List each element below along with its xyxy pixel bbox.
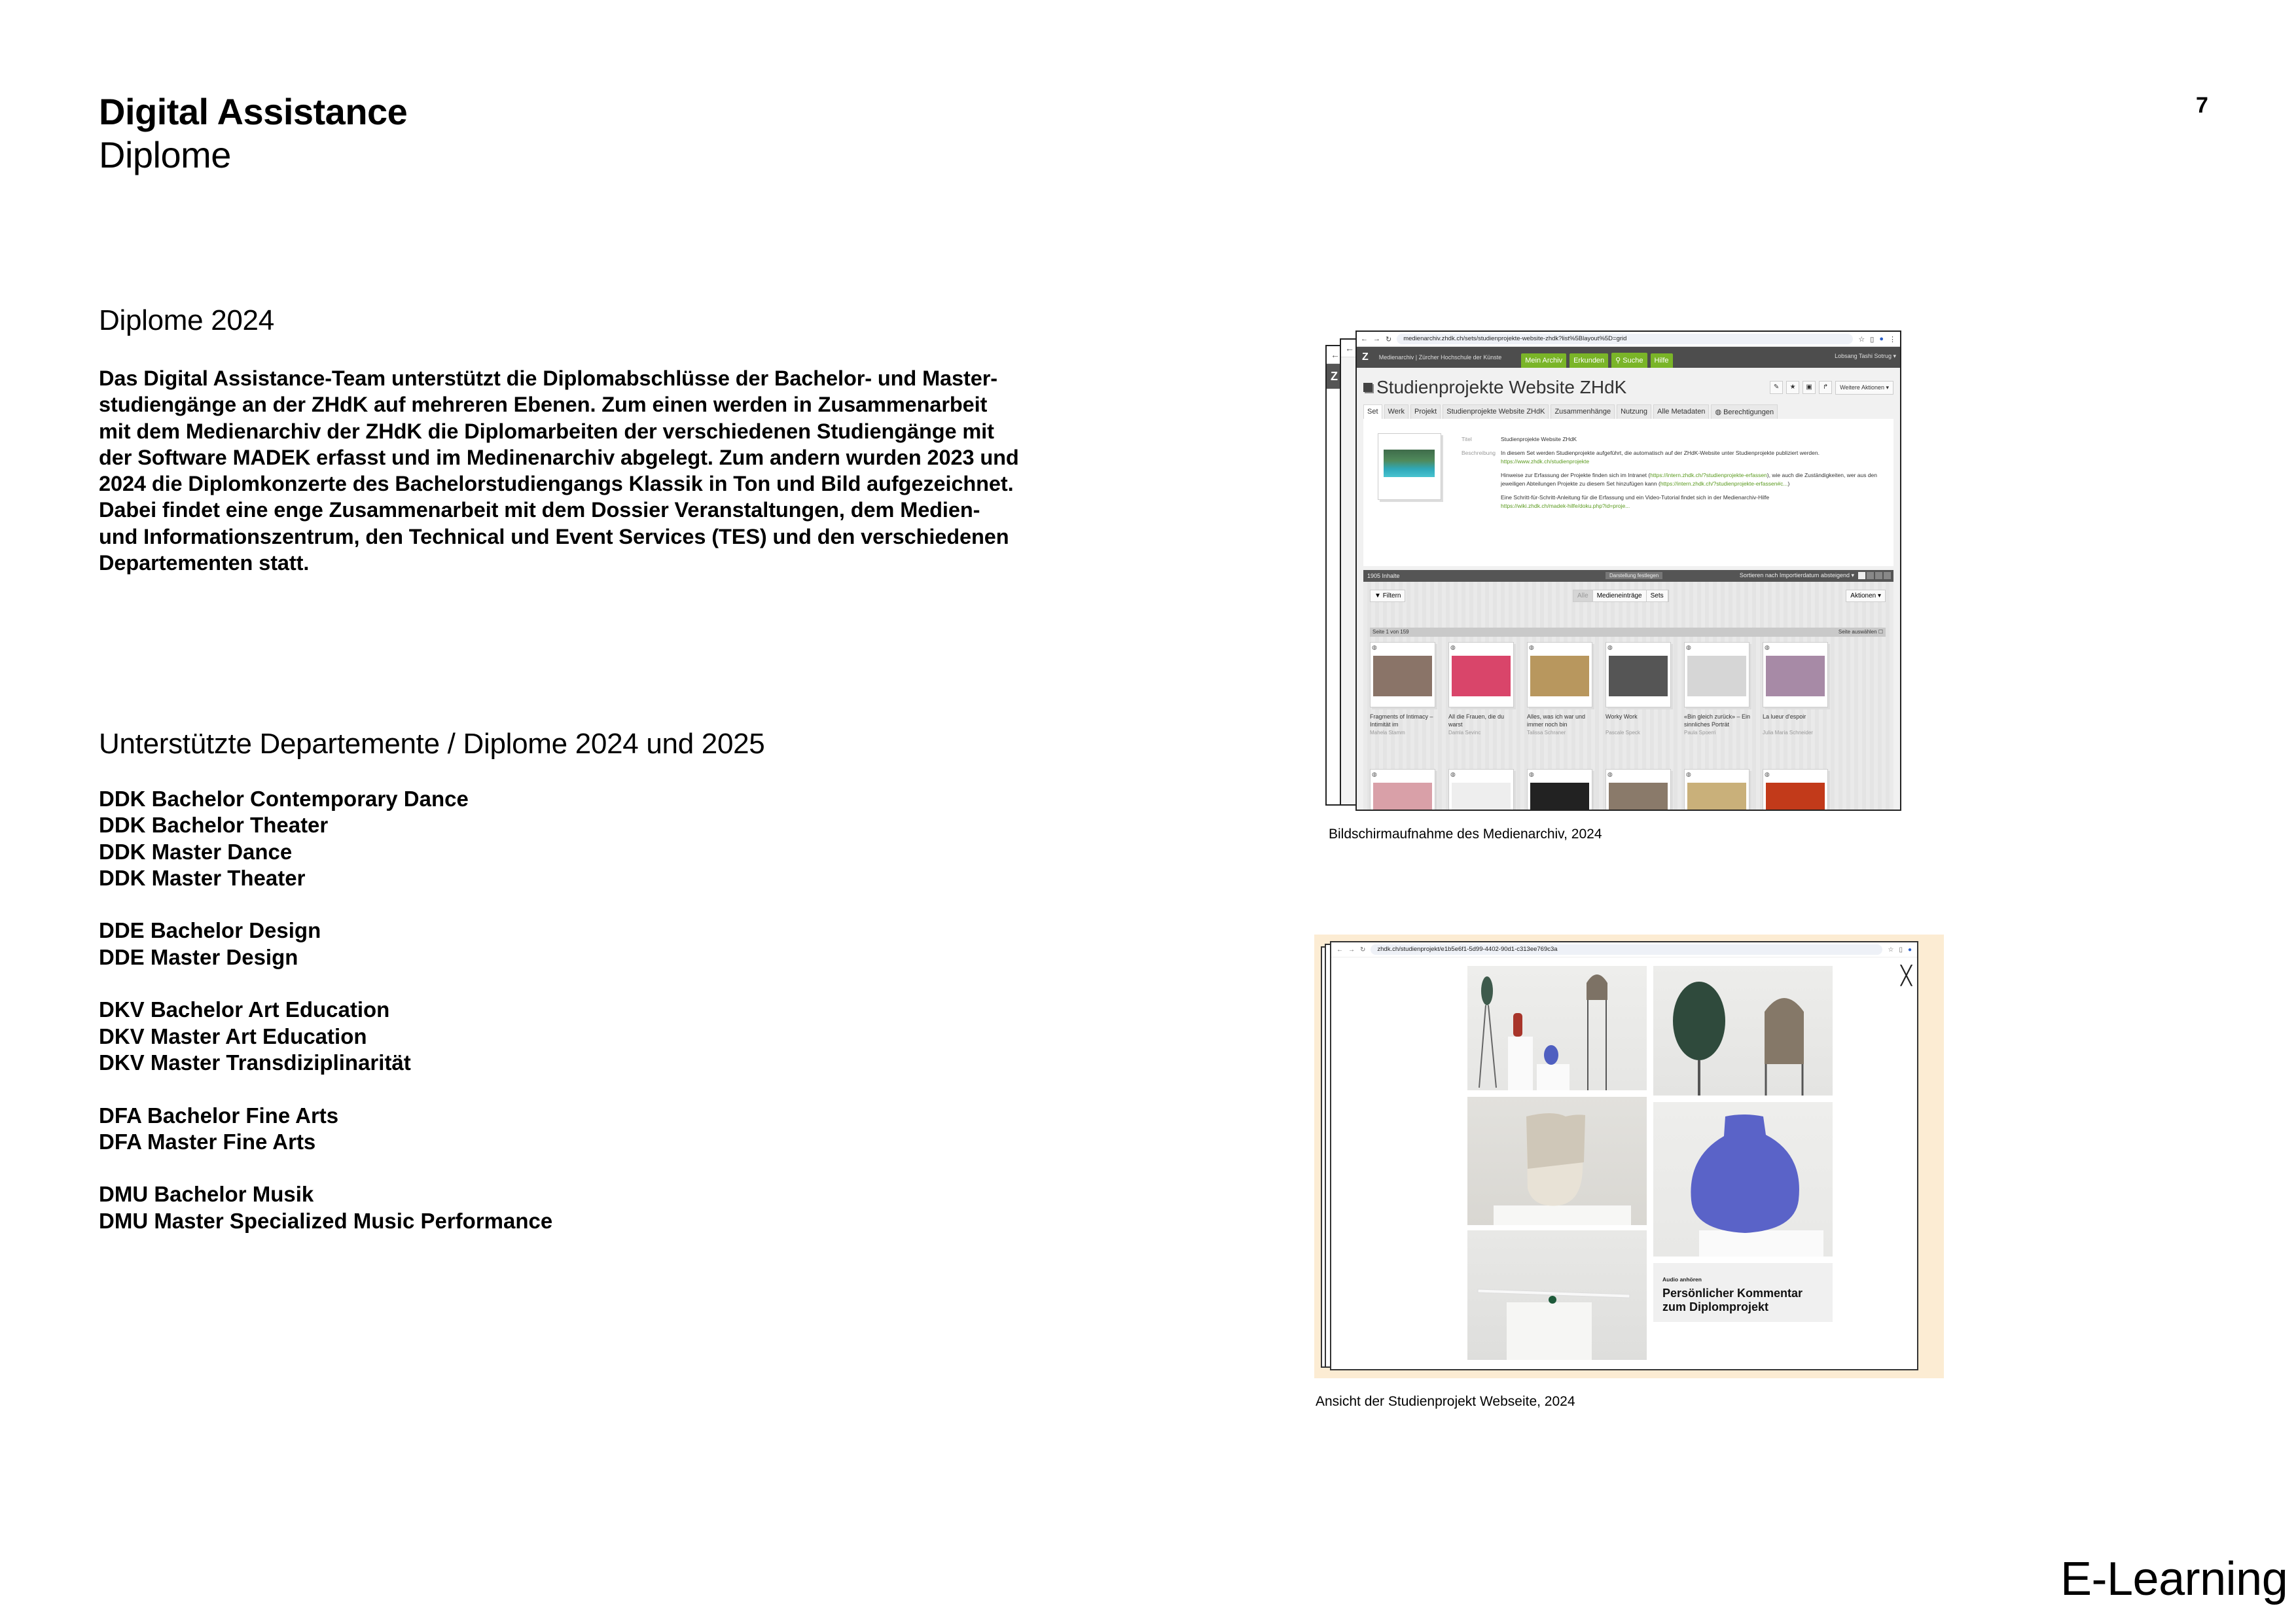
globe-icon: ◍ (1686, 644, 1691, 651)
tab-berechtigungen-label: Berechtigungen (1723, 408, 1774, 416)
back-arrow-icon: ← (1336, 946, 1343, 954)
filter-icon: ▼ (1374, 592, 1383, 599)
media-card (1527, 769, 1594, 811)
view-list-icon (1875, 572, 1882, 579)
footer-label: E-Learning (2060, 1553, 2288, 1605)
media-card-title: All die Frauen, die du warst (1448, 713, 1505, 728)
globe-icon: ◍ (1450, 771, 1456, 777)
media-card-thumb (1684, 769, 1749, 811)
paragraph-line: Departementen statt. (99, 551, 310, 575)
media-card-image (1687, 783, 1746, 811)
media-card (1370, 642, 1437, 736)
description-text: Eine Schritt-für-Schritt-Anleitung für die Erfassung und ein Video-Tutorial findet sich in der Medienarchiv-Hilfe (1501, 494, 1770, 501)
gallery-image-balance (1467, 1230, 1647, 1360)
meta-label: Titel (1462, 436, 1472, 442)
page-subtitle: Diplome (99, 134, 231, 175)
media-card-author: Pascale Speck (1605, 730, 1640, 736)
globe-icon: ◍ (1686, 771, 1691, 777)
back-arrow-icon: ← (1341, 340, 1380, 357)
media-card-thumb (1448, 642, 1514, 707)
view-tiles-icon (1858, 572, 1865, 579)
media-card-thumb (1605, 769, 1671, 811)
list-item: DFA Master Fine Arts (99, 1129, 316, 1154)
department-group-ddk (99, 786, 552, 891)
description-link: https://intern.zhdk.ch/?studienprojekte-erfassen (1650, 472, 1767, 478)
media-card-title: Alles, was ich war und immer noch bin (1527, 713, 1586, 728)
filter-button (1370, 590, 1405, 602)
audio-title-line: zum Diplomprojekt (1662, 1300, 1769, 1313)
media-card-author: Julia Maria Schneider (1763, 730, 1813, 736)
globe-icon: ◍ (1529, 771, 1534, 777)
site-name: Medienarchiv | Zürcher Hochschule der Künste (1378, 354, 1502, 361)
segment-alle: Alle (1573, 590, 1593, 601)
view-miniature-icon (1884, 572, 1891, 579)
description-text: Hinweise zur Erfassung der Projekte finden sich im Intranet ( (1501, 472, 1651, 478)
paragraph-line: Das Digital Assistance-Team unterstützt die Diplomabschlüsse der Bachelor- und Master- (99, 366, 997, 390)
set-tabs (1357, 404, 1900, 419)
list-item: DKV Bachelor Art Education (99, 997, 390, 1022)
search-icon: ⚲ (1615, 357, 1623, 365)
media-card-title: Fragments of Intimacy – Intimität im (1370, 713, 1433, 728)
globe-icon: ◍ (1715, 408, 1724, 416)
globe-icon: ◍ (1372, 771, 1377, 777)
list-item: DFA Bachelor Fine Arts (99, 1103, 339, 1128)
view-switcher (1858, 572, 1891, 579)
paragraph-line: mit dem Medienarchiv der ZHdK die Diplomarbeiten der verschiedenen Studiengänge mit (99, 419, 994, 443)
list-item: DDK Master Theater (99, 865, 306, 890)
paragraph-line: Dabei findet eine enge Zusammenarbeit mit dem Dossier Veranstaltungen, dem Medien- (99, 498, 980, 522)
set-thumbnail (1378, 433, 1441, 500)
tab-set: Set (1363, 404, 1382, 419)
studienprojekt-screenshot (1314, 935, 1944, 1378)
media-card-thumb (1605, 642, 1671, 707)
media-card (1448, 769, 1515, 811)
paragraph-line: 2024 die Diplomkonzerte des Bachelorstudiengangs Klassik in Ton und Bild aufgezeichnet. (99, 472, 1014, 496)
set-title: Studienprojekte Website ZHdK (1376, 377, 1627, 397)
media-card-image (1609, 656, 1668, 696)
share-icon: ↱ (1819, 381, 1832, 394)
zhdk-logo: Z (1362, 351, 1369, 363)
section-heading-departemente: Unterstützte Departemente / Diplome 2024 und 2025 (99, 728, 765, 760)
nav-hilfe: Hilfe (1651, 353, 1673, 368)
media-card-thumb (1370, 769, 1435, 811)
more-actions-button: Weitere Aktionen ▾ (1835, 381, 1893, 395)
sidebar-icon: ▯ (1899, 946, 1903, 954)
description-text: In diesem Set werden Studienprojekte aufgeführt, die automatisch auf der ZHdK-Website unter Studienprojekte publiziert werden. (1501, 450, 1820, 456)
meta-description (1501, 449, 1887, 516)
page-number: 7 (2196, 93, 2208, 118)
description-paragraph (1501, 449, 1887, 466)
globe-icon: ◍ (1607, 644, 1613, 651)
list-item: DMU Master Specialized Music Performance (99, 1208, 553, 1233)
media-cards-row-2 (1370, 769, 1829, 811)
list-item: DKV Master Transdiziplinarität (99, 1050, 411, 1075)
url-bar: zhdk.ch/studienprojekt/e1b5e6f1-5d99-4402-90d1-c313ee769c3a (1371, 944, 1882, 955)
back-arrow-icon: ← (1327, 346, 1366, 364)
media-card-thumb (1527, 769, 1592, 811)
media-card-title: «Bin gleich zurück» – Ein sinnliches Porträt (1684, 713, 1751, 728)
edit-icon: ✎ (1770, 381, 1783, 394)
media-card-author: Paula Spoerri (1684, 730, 1716, 736)
url-bar: medienarchiv.zhdk.ch/sets/studienprojekte-website-zhdk?list%5Blayout%5D=grid (1397, 334, 1853, 344)
caption-medienarchiv: Bildschirmaufnahme des Medienarchiv, 2024 (1329, 827, 1602, 842)
audio-label: Audio anhören (1662, 1276, 1702, 1283)
media-card-title: Worky Work (1605, 713, 1638, 720)
pagination-bar (1370, 628, 1886, 637)
department-group-dmu (99, 1181, 552, 1234)
segment-sets: Sets (1647, 590, 1668, 601)
page-title: Digital Assistance (99, 91, 408, 132)
set-icon (1363, 383, 1372, 392)
description-text: ), wie auch die Zuständigkeiten, wer aus den jeweiligen Abteilungen Projekte zu diesem Set hinzufügen kann ( (1501, 472, 1878, 487)
medienarchiv-screenshot (1325, 330, 1901, 812)
view-grid-icon (1867, 572, 1874, 579)
meta-row-title (1462, 435, 1887, 444)
browser-toolbar (1357, 332, 1900, 347)
sort-dropdown: Sortieren nach Importierdatum absteigend ▾ (1739, 572, 1854, 579)
globe-icon: ◍ (1765, 771, 1770, 777)
balance-illustration (1467, 1230, 1647, 1360)
media-card-thumb (1370, 642, 1435, 707)
tab-studienprojekte: Studienprojekte Website ZHdK (1443, 404, 1549, 419)
sidebar-icon: ▯ (1870, 335, 1874, 344)
media-card-image (1452, 783, 1511, 811)
paragraph-line: der Software MADEK erfasst und im Medinenarchiv abgelegt. Zum andern wurden 2023 und (99, 445, 1019, 469)
gallery-image-paper-vessel (1467, 1097, 1647, 1225)
media-card-image (1687, 656, 1746, 696)
media-card (1763, 642, 1829, 736)
department-list (99, 786, 552, 1260)
thumbnail-image (1384, 450, 1435, 477)
back-arrow-icon: ← (1361, 335, 1368, 343)
media-card (1527, 642, 1594, 736)
logo: Z (1327, 364, 1366, 389)
media-card-thumb (1527, 642, 1592, 707)
media-card (1763, 769, 1829, 811)
display-settings-button: Darstellung festlegen (1605, 572, 1662, 579)
segment-medieneintraege: Medieneinträge (1593, 590, 1647, 601)
list-item: DDK Bachelor Contemporary Dance (99, 787, 469, 811)
list-item: DDE Master Design (99, 944, 298, 969)
globe-icon: ◍ (1607, 771, 1613, 777)
gallery-image-sculptures (1467, 966, 1647, 1090)
reload-icon: ↻ (1386, 335, 1392, 344)
select-page-label: Seite auswählen (1838, 629, 1877, 635)
select-page-checkbox: Seite auswählen ☐ (1838, 629, 1883, 635)
sculptures-illustration (1467, 966, 1647, 1090)
star-icon: ★ (1786, 381, 1799, 394)
masks-illustration (1653, 966, 1833, 1096)
media-card-author: Talissa Schraner (1527, 730, 1566, 736)
media-card-thumb (1684, 642, 1749, 707)
department-group-dfa (99, 1103, 552, 1156)
star-icon: ☆ (1858, 335, 1865, 344)
media-card-author: Damla Sevinc (1448, 730, 1481, 736)
profile-icon: ● (1907, 946, 1912, 954)
media-card-thumb (1448, 769, 1514, 811)
description-paragraph (1501, 471, 1887, 488)
close-icon: ╳ (1901, 965, 1912, 986)
media-card-image (1452, 656, 1511, 696)
department-group-dde (99, 918, 552, 971)
media-card-author: Mahela Stamm (1370, 730, 1405, 736)
clipboard-icon: ▣ (1803, 381, 1816, 394)
user-menu: Lobsang Tashi Sotrug ▾ (1835, 353, 1896, 359)
type-segmented-control (1573, 590, 1669, 602)
list-item: DDK Bachelor Theater (99, 813, 329, 838)
browser-window (1355, 330, 1901, 811)
media-card-image (1766, 783, 1825, 811)
description-link: https://wiki.zhdk.ch/madek-hilfe/doku.php?id=proje... (1501, 503, 1630, 509)
description-text: ) (1787, 480, 1790, 487)
media-card (1370, 769, 1437, 811)
page-info: Seite 1 von 159 (1372, 629, 1409, 635)
media-card-image (1530, 656, 1589, 696)
gallery-image-blue-vase (1653, 1102, 1833, 1257)
app-header (1357, 347, 1900, 368)
nav-mein-archiv: Mein Archiv (1521, 353, 1566, 368)
nav-suche (1611, 353, 1647, 368)
nav-suche-label: Suche (1623, 357, 1643, 365)
media-card (1684, 642, 1751, 736)
intro-paragraph (99, 365, 1067, 576)
star-icon: ☆ (1888, 946, 1894, 954)
vessel-illustration (1467, 1097, 1647, 1225)
tab-zusammenhaenge: Zusammenhänge (1551, 404, 1615, 419)
media-card-thumb (1763, 642, 1828, 707)
tab-alle-metadaten: Alle Metadaten (1653, 404, 1709, 419)
globe-icon: ◍ (1372, 644, 1377, 651)
tab-berechtigungen (1711, 404, 1778, 419)
meta-row-description (1462, 449, 1887, 516)
browser-window (1330, 941, 1918, 1370)
list-item: DDK Master Dance (99, 839, 293, 864)
set-title-row (1357, 368, 1900, 404)
filter-label: Filtern (1382, 592, 1401, 599)
caption-studienprojekt: Ansicht der Studienprojekt Webseite, 2024 (1316, 1394, 1575, 1409)
nav-erkunden: Erkunden (1570, 353, 1608, 368)
globe-icon: ◍ (1765, 644, 1770, 651)
content-count: 1905 Inhalte (1367, 573, 1400, 579)
media-card-image (1609, 783, 1668, 811)
audio-commentary-box (1653, 1263, 1833, 1322)
results-bar (1363, 570, 1893, 582)
results-grid (1363, 582, 1893, 811)
media-card (1448, 642, 1515, 736)
forward-arrow-icon: → (1373, 335, 1380, 343)
list-item: DKV Master Art Education (99, 1024, 367, 1048)
tab-projekt: Projekt (1410, 404, 1441, 419)
media-card (1605, 642, 1672, 736)
description-link: https://intern.zhdk.ch/?studienprojekte-erfassen#c... (1660, 480, 1788, 487)
list-item: DDE Bachelor Design (99, 918, 321, 943)
media-card-thumb (1763, 769, 1828, 811)
department-group-dkv (99, 997, 552, 1076)
tab-werk: Werk (1384, 404, 1408, 419)
media-card (1684, 769, 1751, 811)
set-info-panel (1363, 419, 1893, 566)
meta-label: Beschreibung (1462, 450, 1496, 456)
audio-title-line: Persönlicher Kommentar (1662, 1287, 1803, 1300)
media-card-title: La lueur d'espoir (1763, 713, 1806, 720)
set-metadata (1462, 435, 1887, 521)
browser-toolbar (1331, 942, 1917, 957)
blue-vase-illustration (1653, 1102, 1833, 1257)
reload-icon: ↻ (1360, 946, 1366, 954)
meta-value: Studienprojekte Website ZHdK (1501, 436, 1577, 442)
forward-arrow-icon: → (1348, 946, 1355, 954)
gallery-image-masks (1653, 966, 1833, 1096)
media-cards-row (1370, 642, 1829, 736)
media-card-image (1766, 656, 1825, 696)
media-card-image (1373, 783, 1432, 811)
actions-dropdown: Aktionen ▾ (1846, 590, 1886, 602)
paragraph-line: und Informationszentrum, den Technical und Event Services (TES) und den verschiedenen (99, 524, 1009, 548)
paragraph-line: studiengänge an der ZHdK auf mehreren Ebenen. Zum einen werden in Zusammenarbeit (99, 393, 988, 417)
description-link: https://www.zhdk.ch/studienprojekte (1501, 458, 1590, 465)
audio-title (1662, 1287, 1803, 1314)
menu-dots-icon: ⋮ (1889, 335, 1896, 344)
profile-icon: ● (1879, 335, 1884, 343)
tab-nutzung: Nutzung (1617, 404, 1651, 419)
globe-icon: ◍ (1450, 644, 1456, 651)
globe-icon: ◍ (1529, 644, 1534, 651)
section-heading-diplome-2024: Diplome 2024 (99, 304, 274, 336)
description-paragraph (1501, 493, 1887, 510)
media-card (1605, 769, 1672, 811)
media-card-image (1373, 656, 1432, 696)
list-item: DMU Bachelor Musik (99, 1182, 314, 1207)
media-card-image (1530, 783, 1589, 811)
